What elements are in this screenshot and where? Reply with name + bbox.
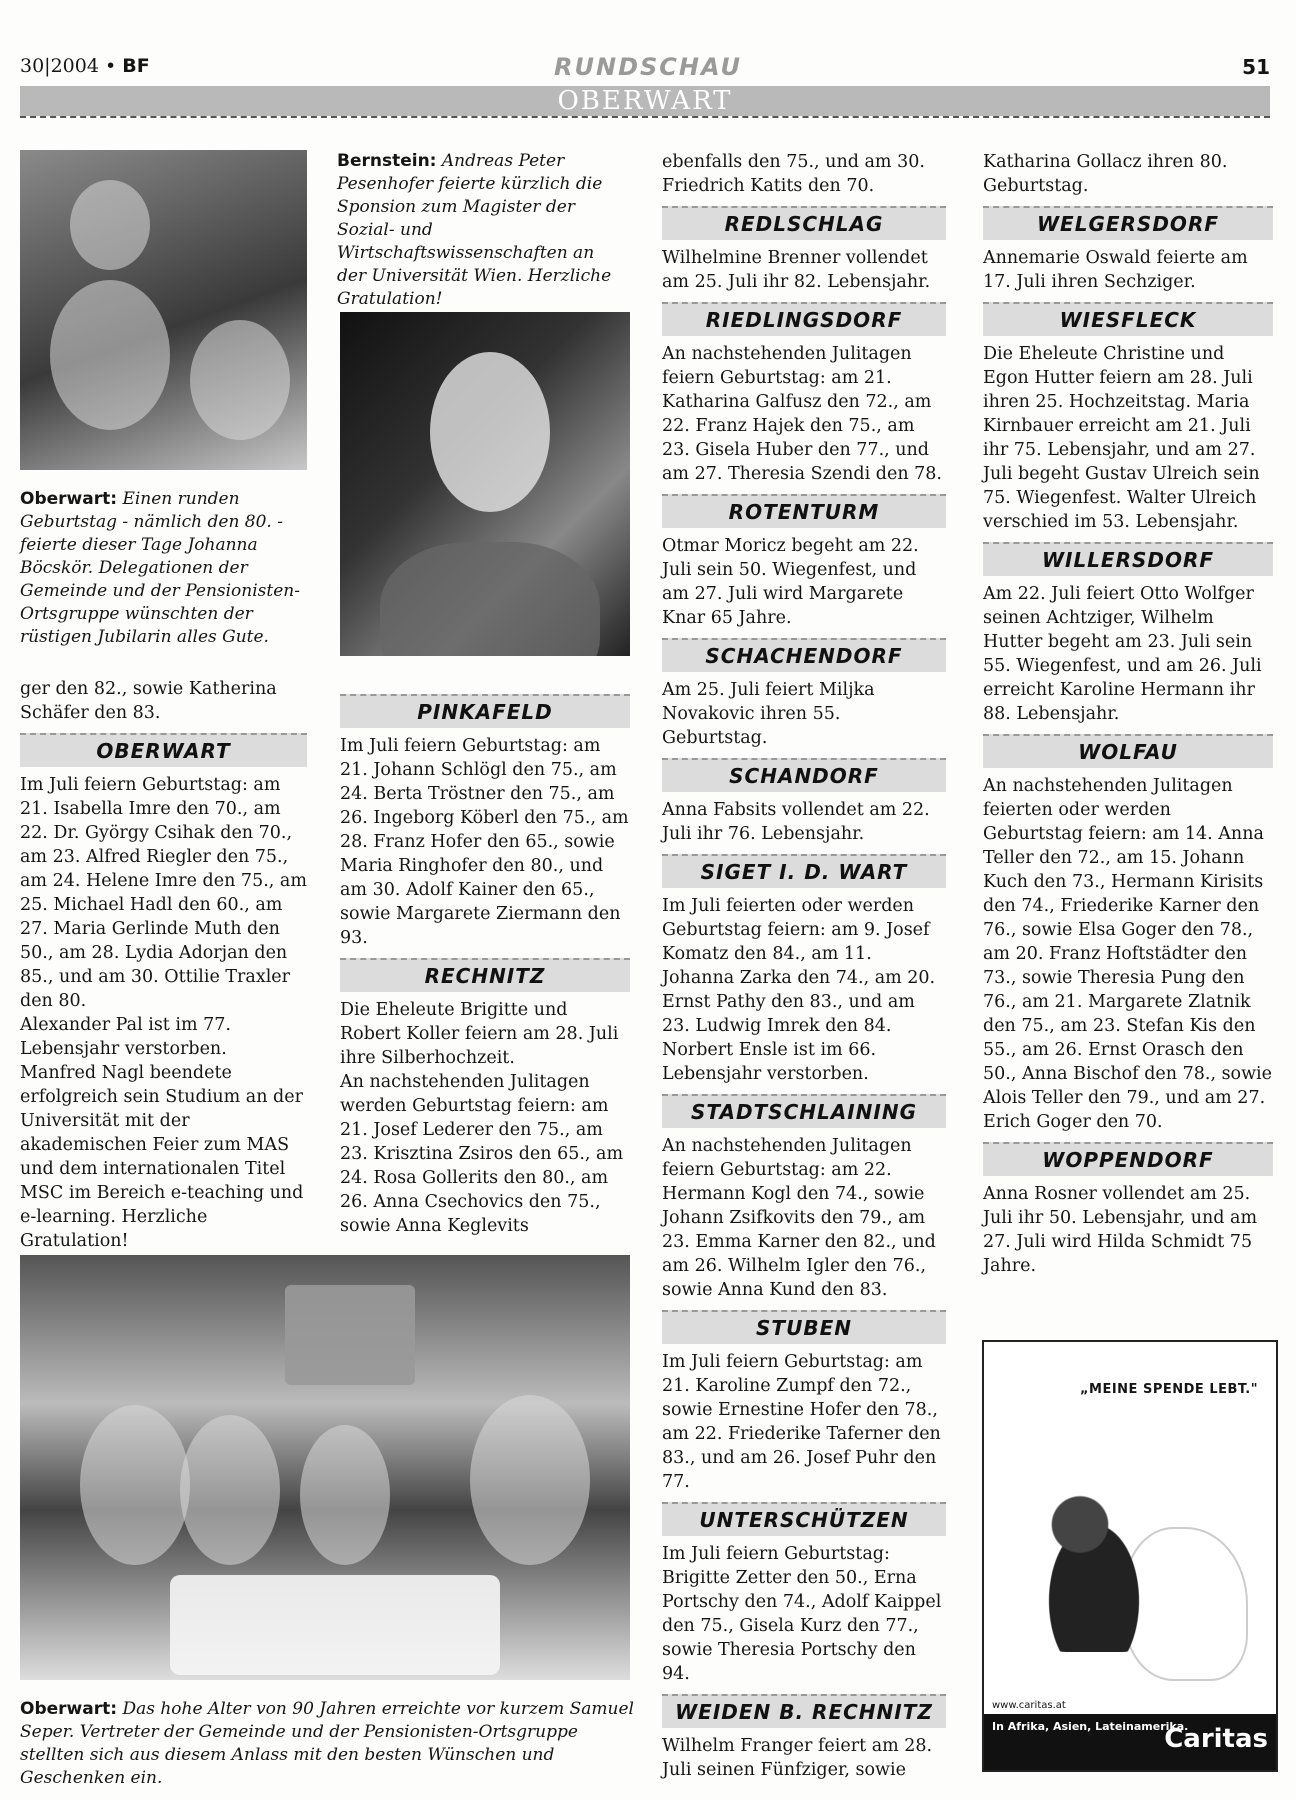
section-heading: WIESFLECK <box>983 302 1273 336</box>
child-photo <box>1024 1482 1164 1652</box>
article-continuation: ger den 82., sowie Katherina Schäfer den 83. <box>20 679 277 723</box>
section-heading: UNTERSCHÜTZEN <box>662 1502 946 1536</box>
section-text: An nachstehenden Julitagen feiern Geburtstag: am 21. Katharina Galfusz den 72., am 22. Franz Hajek den 75., am 23. Gisela Huber den 77., und am 27. Theresia Szendi den 78. <box>662 344 942 484</box>
section-text: Am 25. Juli feiert Miljka Novakovic ihren 55. Geburtstag. <box>662 680 875 748</box>
section-text: Die Eheleute Christine und Egon Hutter feiern am 28. Juli ihren 25. Hochzeitstag. Maria Kirnbauer erreicht am 21. Juli ihr 75. Lebensjahr, und am 27. Juli begeht Gustav Ulreich sein 75. Wiegenfest. Walter Ulreich verschied im 53. Lebensjahr. <box>983 344 1260 532</box>
banner-divider <box>20 116 1270 118</box>
region-banner <box>20 86 1270 116</box>
section-heading: WOLFAU <box>983 734 1273 768</box>
issue-number: 30|2004 • <box>20 55 117 77</box>
section-text: Anna Fabsits vollendet am 22. Juli ihr 76. Lebensjahr. <box>662 800 930 844</box>
section-text: Im Juli feiern Geburtstag: am 21. Johann Schlögl den 75., am 24. Berta Tröstner den 75., am 26. Ingeborg Köberl den 75., am 28. Franz Hofer den 65., sowie Maria Ringhofer den 80., und am 30. Adolf Kainer den 65., sowie Margarete Ziermann den 93. <box>340 736 629 948</box>
section-text: Wilhelm Franger feiert am 28. Juli seinen Fünfziger, sowie <box>662 1736 933 1780</box>
section-text: Im Juli feiern Geburtstag: Brigitte Zetter den 50., Erna Portschy den 74., Adolf Kaippel den 75., Gisela Kurz den 77., sowie Theresia Portschy den 94. <box>662 1544 942 1684</box>
section-text: An nachstehenden Julitagen feierten oder werden Geburtstag feiern: am 14. Anna Teller den 72., am 15. Johann Kuch den 73., Hermann Kirisits den 74., Friederike Karner den 76., sowie Elsa Goger den 78., am 20. Franz Hoftstädter den 73., sowie Theresia Pung den 76., am 21. Margarete Zlatnik den 75., am 23. Stefan Kis den 55., am 26. Ernst Orasch den 50., Anna Bischof den 78., sowie Alois Teller den 79., und am 27. Erich Goger den 70. <box>983 776 1273 1132</box>
photo-caption <box>337 150 627 311</box>
section-text: Alexander Pal ist im 77. Lebensjahr verstorben. <box>20 1015 231 1059</box>
article-continuation: Katharina Gollacz ihren 80. Geburtstag. <box>983 152 1228 196</box>
section-heading: RECHNITZ <box>340 958 630 992</box>
photo-birthday <box>20 150 307 470</box>
photo-graduate <box>340 312 630 656</box>
column-2 <box>337 150 627 311</box>
ad-url[interactable]: www.caritas.at <box>992 1700 1066 1711</box>
section-heading: STUBEN <box>662 1310 946 1344</box>
section-heading: RIEDLINGSDORF <box>662 302 946 336</box>
section-heading: OBERWART <box>20 733 307 767</box>
ad-footer-text: In Afrika, Asien, Lateinamerika. <box>992 1720 1189 1733</box>
caritas-advertisement[interactable] <box>982 1340 1278 1772</box>
page-number: 51 <box>1242 55 1270 79</box>
section-text: Im Juli feierten oder werden Geburtstag feiern: am 9. Josef Komatz den 84., am 11. Johanna Zarka den 74., am 20. Ernst Pathy den 83., und am 23. Ludwig Imrek den 84. Norbert Ensle ist im 66. Lebensjahr verstorben. <box>662 896 936 1084</box>
section-heading: SCHACHENDORF <box>662 638 946 672</box>
section-heading: SCHANDORF <box>662 758 946 792</box>
section-text: Im Juli feiern Geburtstag: am 21. Isabella Imre den 70., am 22. Dr. György Csihak den 70., am 23. Alfred Riegler den 75., am 24. Helene Imre den 75., am 25. Michael Hadl den 60., am 27. Maria Gerlinde Muth den 50., am 28. Lydia Adorjan den 85., und am 30. Ottilie Traxler den 80. <box>20 775 307 1011</box>
section-text: Annemarie Oswald feierte am 17. Juli ihren Sechziger. <box>983 248 1248 292</box>
section-text: An nachstehenden Julitagen werden Geburtstag feiern: am 21. Josef Lederer den 75., am 23. Krisztina Zsiros den 65., am 24. Rosa Gollerits den 80., am 26. Anna Csechovics den 75., sowie Anna Keglevits <box>340 1072 624 1236</box>
section-heading: STADTSCHLAINING <box>662 1094 946 1128</box>
section-text: Manfred Nagl beendete erfolgreich sein Studium an der Universität mit der akademischen Feier zum MAS und dem internationalen Titel MSC im Bereich e-teaching und e-learning. Herzliche Gratulation! <box>20 1063 304 1251</box>
caption-text: Einen runden Geburtstag - nämlich den 80. - feierte dieser Tage Johanna Böcskör. Delegationen der Gemeinde und der Pensionisten-Ortsgruppe wünschten der rüstigen Jubilarin alles Gute. <box>20 489 300 647</box>
section-heading: PINKAFELD <box>340 694 630 728</box>
article-continuation: ebenfalls den 75., und am 30. Friedrich Katits den 70. <box>662 152 925 196</box>
section-heading: WEIDEN B. RECHNITZ <box>662 1694 946 1728</box>
caption-lead: Oberwart: <box>20 489 118 509</box>
section-text: Anna Rosner vollendet am 25. Juli ihr 50. Lebensjahr, und am 27. Juli wird Hilda Schmidt 75 Jahre. <box>983 1184 1258 1276</box>
banner-title: OBERWART <box>557 86 733 116</box>
ad-footer-bar <box>984 1714 1276 1770</box>
bottom-photo-caption <box>20 1698 640 1790</box>
section-title: RUNDSCHAU <box>554 53 742 81</box>
column-3 <box>662 150 946 1782</box>
section-heading: WILLERSDORF <box>983 542 1273 576</box>
photo-anniversary <box>20 1255 630 1680</box>
caption-text: Das hohe Alter von 90 Jahren erreichte vor kurzem Samuel Seper. Vertreter der Gemeinde und der Pensionisten-Ortsgruppe stellten sich aus diesem Anlass mit den besten Wünschen und Geschenken ein. <box>20 1699 634 1788</box>
column-4 <box>983 150 1273 1278</box>
brand: BF <box>122 55 150 77</box>
column-1 <box>20 488 307 1253</box>
section-text: Die Eheleute Brigitte und Robert Koller feiern am 28. Juli ihre Silberhochzeit. <box>340 1000 619 1068</box>
section-text: An nachstehenden Julitagen feiern Geburtstag: am 22. Hermann Kogl den 74., sowie Johann Zsifkovits den 79., am 23. Emma Karner den 82., und am 26. Wilhelm Igler den 76., sowie Anna Kund den 83. <box>662 1136 936 1300</box>
caption-lead: Oberwart: <box>20 1699 118 1719</box>
section-text: Otmar Moricz begeht am 22. Juli sein 50. Wiegenfest, und am 27. Juli wird Margarete Knar 65 Jahre. <box>662 536 919 628</box>
caption-lead: Bernstein: <box>337 151 437 171</box>
section-text: Im Juli feiern Geburtstag: am 21. Karoline Zumpf den 72., sowie Ernestine Hofer den 78., am 22. Friederike Taferner den 83., und am 26. Josef Puhr den 77. <box>662 1352 941 1492</box>
section-heading: ROTENTURM <box>662 494 946 528</box>
column-2-text <box>340 686 630 1238</box>
section-heading: WOPPENDORF <box>983 1142 1273 1176</box>
section-text: Am 22. Juli feiert Otto Wolfger seinen Achtziger, Wilhelm Hutter begeht am 23. Juli sein 55. Wiegenfest, und am 26. Juli erreicht Karoline Hermann ihr 88. Lebensjahr. <box>983 584 1262 724</box>
section-heading: WELGERSDORF <box>983 206 1273 240</box>
photo-caption <box>20 488 307 649</box>
section-heading: SIGET I. D. WART <box>662 854 946 888</box>
caption-text: Andreas Peter Pesenhofer feierte kürzlich die Sponsion zum Magister der Sozial- und Wirtschaftswissenschaften an der Universität Wien. Herzliche Gratulation! <box>337 151 612 309</box>
section-text: Wilhelmine Brenner vollendet am 25. Juli ihr 82. Lebensjahr. <box>662 248 931 292</box>
caritas-logo: Caritas <box>1164 1724 1268 1754</box>
section-heading: REDLSCHLAG <box>662 206 946 240</box>
ad-slogan: „MEINE SPENDE LEBT." <box>1079 1382 1258 1397</box>
